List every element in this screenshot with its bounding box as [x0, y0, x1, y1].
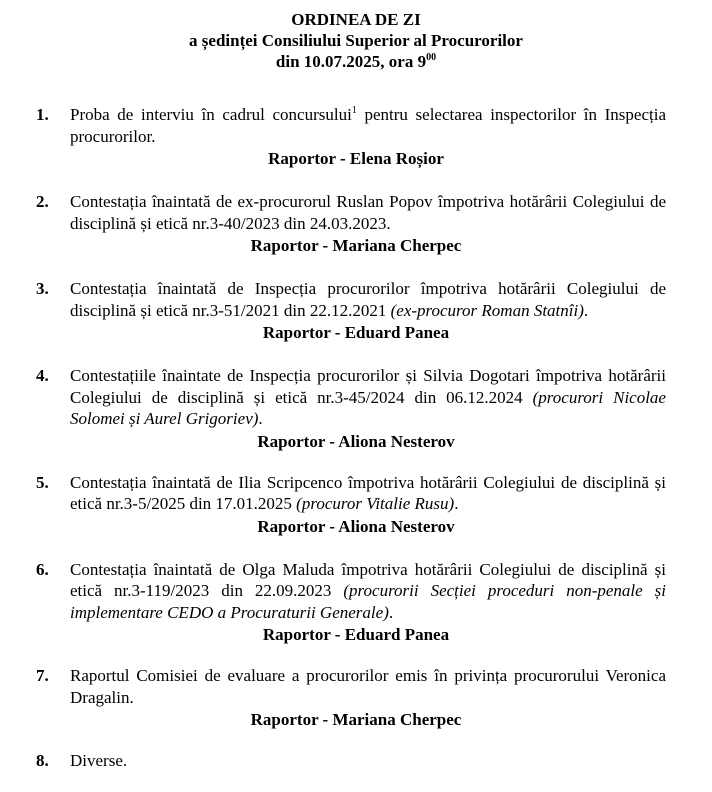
agenda-item-number: 3.: [36, 279, 49, 298]
agenda-item-number: 6.: [36, 559, 49, 579]
agenda-list: [0, 104, 712, 792]
agenda-item-text: Contestația înaintată de ex-procurorul Ruslan Popov împotriva hotărârii Colegiului de disciplină și etică nr.3-40/2023 din 24.03.2023.: [70, 192, 666, 233]
agenda-item-3: [0, 278, 712, 343]
agenda-item-number: 7.: [36, 666, 49, 685]
agenda-item-raportor: Raportor - Aliona Nesterov: [257, 431, 455, 451]
meeting-date: din 10.07.2025, ora 9: [275, 52, 427, 71]
agenda-item-4: [0, 365, 712, 452]
agenda-item-number: 2.: [36, 192, 49, 211]
agenda-item-raportor: Raportor - Mariana Cherpec: [250, 710, 462, 729]
agenda-item-6: [0, 559, 712, 646]
agenda-item-note: (procurorii Secției proceduri non-penale și implementare CEDO a Procuraturii Generale): [70, 581, 666, 622]
agenda-item-text: Diverse.: [70, 751, 128, 770]
agenda-item-text: Contestația înaintată de Ilia Scripcenco împotriva hotărârii Colegiului de disciplină și etică nr.3-5/2025 din 17.01.2025 (procuror Vitalie Rusu).: [70, 472, 666, 513]
agenda-item-raportor: Raportor - Aliona Nesterov: [257, 516, 455, 536]
meeting-date-line: [0, 51, 712, 72]
agenda-item-note: (procuror Vitalie Rusu): [296, 494, 455, 513]
document-title: ORDINEA DE ZI: [291, 10, 421, 29]
agenda-item-2: [0, 191, 712, 256]
agenda-item-7: [0, 665, 712, 730]
agenda-item-raportor: Raportor - Mariana Cherpec: [250, 236, 462, 255]
agenda-item-8: [0, 750, 712, 772]
agenda-item-raportor: Raportor - Elena Roșior: [268, 149, 444, 168]
agenda-item-raportor: Raportor - Eduard Panea: [262, 323, 450, 342]
agenda-item-5: [0, 472, 712, 537]
agenda-item-text: Proba de interviu în cadrul concursului$^1$ pentru selectarea inspectorilor în Inspecția procurorilor.: [70, 105, 666, 146]
agenda-item-text: Contestația înaintată de Inspecția procurorilor împotriva hotărârii Colegiului de disciplină și etică nr.3-51/2021 din 22.12.2021 (ex-procuror Roman Statnîi).: [70, 279, 666, 320]
agenda-item-number: 5.: [36, 472, 49, 492]
agenda-item-text: Contestațiile înaintate de Inspecția procurorilor și Silvia Dogotari împotriva hotărârii Colegiului de disciplină și etică nr.3-45/2024 din 06.12.2024 (procurori Nicolae Solomei și Aurel Grigoriev).: [70, 366, 666, 428]
agenda-item-note: (procurori Nicolae Solomei și Aurel Grigoriev): [70, 387, 666, 428]
document-subtitle: a ședinței Consiliului Superior al Procurorilor: [189, 31, 523, 50]
agenda-item-number: 1.: [36, 105, 49, 124]
agenda-item-text: Raportul Comisiei de evaluare a procurorilor emis în privința procurorului Veronica Dragalin.: [70, 666, 666, 707]
agenda-item-number: 8.: [36, 751, 49, 770]
agenda-item-raportor: Raportor - Eduard Panea: [262, 625, 450, 644]
agenda-item-1: [0, 104, 712, 169]
agenda-item-text: Contestația înaintată de Olga Maluda împotriva hotărârii Colegiului de disciplină și etică nr.3-119/2023 din 22.09.2023 (procurorii Secției proceduri non-penale și implementare CEDO a Procuraturii Generale).: [70, 559, 666, 622]
agenda-item-number: 4.: [36, 366, 49, 385]
document-header: [0, 0, 712, 72]
agenda-item-note: (ex-procuror Roman Statnîi): [390, 300, 584, 320]
meeting-time-superscript: 00: [426, 52, 437, 63]
footnote-marker: 1: [351, 105, 357, 116]
